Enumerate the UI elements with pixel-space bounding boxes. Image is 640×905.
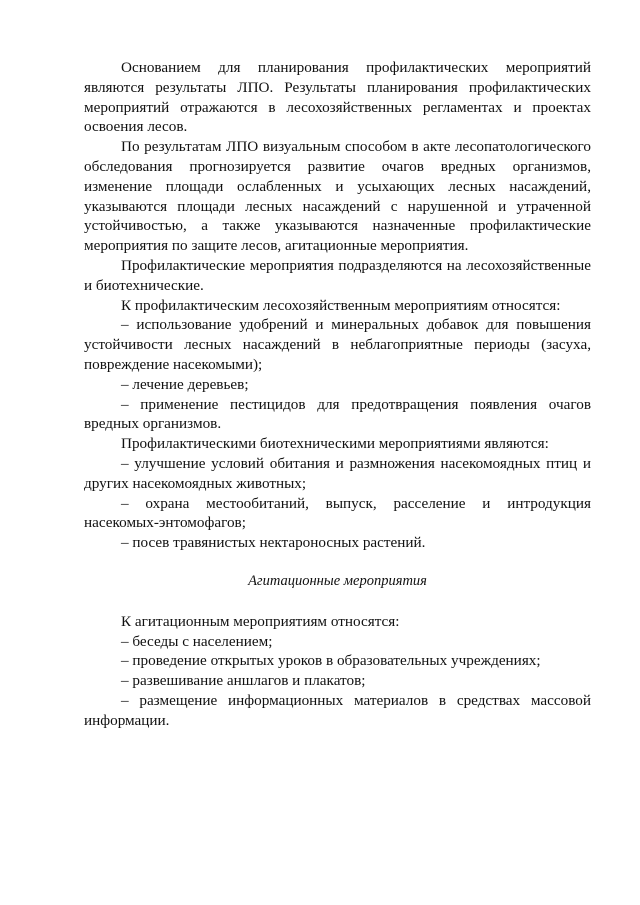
list-intro: К агитационным мероприятиям относятся: <box>121 612 400 630</box>
list-item: – охрана местообитаний, выпуск, расселение и интродукция насекомых-энтомофагов; <box>84 494 591 532</box>
list-item: – лечение деревьев; <box>121 375 249 393</box>
list-intro: Профилактическими биотехническими мероприятиями являются: <box>121 435 549 453</box>
paragraph: Основанием для планирования профилактических мероприятий являются результаты ЛПО. Результаты планирования профилактических мероприятий отражаются в лесохозяйственных регламентах и проектах освоения лесов. <box>84 59 591 136</box>
list-item: – беседы с населением; <box>121 632 273 650</box>
list-item: – размещение информационных материалов в средствах массовой информации. <box>84 691 591 729</box>
list-intro: К профилактическим лесохозяйственным мероприятиям относятся: <box>121 296 561 314</box>
list-item: – улучшение условий обитания и размножения насекомоядных птиц и других насекомоядных животных; <box>84 454 591 492</box>
paragraph: По результатам ЛПО визуальным способом в акте лесопатологического обследования прогнозируется развитие очагов вредных организмов, изменение площади ослабленных и усыхающих лесных насаждений, указываются площади лесных насаждений с нарушенной и утраченной устойчивостью, а также указываются назначенные профилактические мероприятия по защите лесов, агитационные мероприятия. <box>84 138 591 255</box>
paragraph: Профилактические мероприятия подразделяются на лесохозяйственные и биотехнические. <box>84 256 591 294</box>
section-heading: Агитационные мероприятия <box>248 572 427 589</box>
document-page <box>84 58 591 731</box>
list-item: – проведение открытых уроков в образовательных учреждениях; <box>121 652 541 670</box>
list-item: – использование удобрений и минеральных добавок для повышения устойчивости лесных насаждений в неблагоприятные периоды (засуха, повреждение насекомыми); <box>84 316 591 373</box>
list-item: – применение пестицидов для предотвращения появления очагов вредных организмов. <box>84 395 591 433</box>
list-item: – развешивание аншлагов и плакатов; <box>121 672 366 690</box>
list-item: – посев травянистых нектароносных растений. <box>121 534 426 552</box>
